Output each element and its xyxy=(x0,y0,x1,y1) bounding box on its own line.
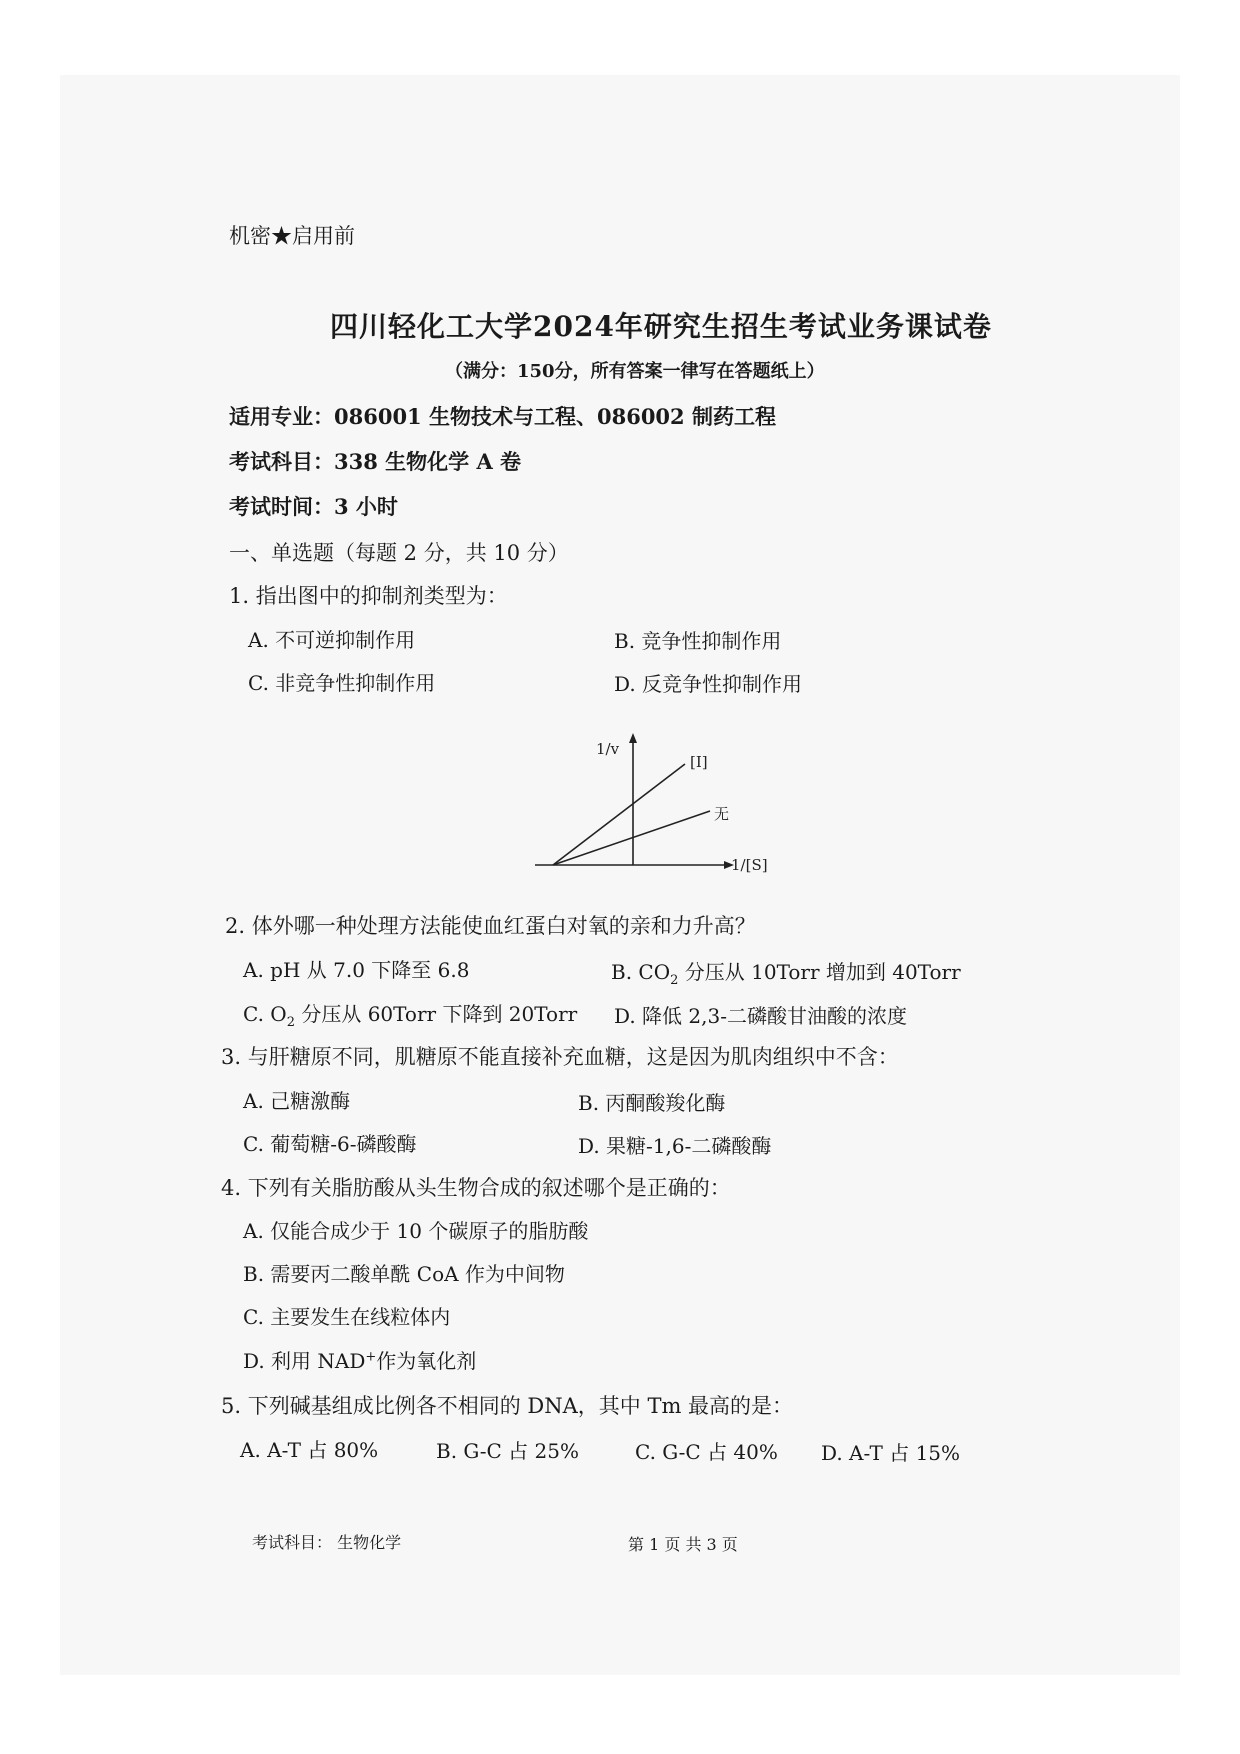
exam-subject: 考试科目：338 生物化学 A 卷 xyxy=(229,449,522,474)
line-inhibitor-label: [I] xyxy=(690,753,708,771)
question-1-option-c: C. 非竞争性抑制作用 xyxy=(248,671,436,695)
question-2-option-b: B. $CO_2$ 分压从 10Torr 增加到 40Torr xyxy=(611,960,961,988)
question-5-stem: 5. 下列碱基组成比例各不相同的 DNA，其中 Tm 最高的是： xyxy=(221,1394,794,1418)
applicable-major: 适用专业：086001 生物技术与工程、086002 制药工程 xyxy=(229,404,776,429)
question-4-stem: 4. 下列有关脂肪酸从头生物合成的叙述哪个是正确的： xyxy=(221,1176,731,1200)
footer-page-number: 第 1 页 共 3 页 xyxy=(628,1535,738,1554)
question-5-option-a: A. A-T 占 80% xyxy=(240,1438,379,1462)
question-5-option-d: D. A-T 占 15% xyxy=(821,1441,961,1465)
exam-time: 考试时间：3 小时 xyxy=(229,494,398,519)
y-axis-label: 1/v xyxy=(596,740,620,758)
question-2-option-a: A. pH 从 7.0 下降至 6.8 xyxy=(243,958,470,982)
question-1-stem: 1. 指出图中的抑制剂类型为： xyxy=(229,584,508,608)
question-4-option-b: B. 需要丙二酸单酰 CoA 作为中间物 xyxy=(243,1262,565,1286)
question-1-option-d: D. 反竞争性抑制作用 xyxy=(614,672,803,696)
lineweaver-burk-figure xyxy=(520,725,780,880)
question-3-option-a: A. 己糖激酶 xyxy=(243,1089,351,1113)
exam-subtitle: （满分：150分，所有答案一律写在答题纸上） xyxy=(445,361,825,382)
section-title: 一、单选题（每题 2 分，共 10 分） xyxy=(229,541,569,565)
question-5-option-c: C. G-C 占 40% xyxy=(635,1440,778,1464)
confidential-mark: 机密★启用前 xyxy=(229,224,355,248)
question-2-stem: 2. 体外哪一种处理方法能使血红蛋白对氧的亲和力升高？ xyxy=(225,914,756,938)
y-axis-arrow xyxy=(629,733,637,743)
footer-subject: 考试科目： 生物化学 xyxy=(252,1533,402,1552)
line-with-inhibitor xyxy=(553,764,685,865)
question-1-option-a: A. 不可逆抑制作用 xyxy=(248,628,416,652)
x-axis-label: 1/[S] xyxy=(731,856,768,874)
question-2-option-c: C. $O_2$ 分压从 60Torr 下降到 20Torr xyxy=(243,1002,578,1030)
question-3-stem: 3. 与肝糖原不同，肌糖原不能直接补充血糖，这是因为肌肉组织中不含： xyxy=(221,1045,899,1069)
exam-title: 四川轻化工大学2024年研究生招生考试业务课试卷 xyxy=(330,310,992,343)
question-3-option-c: C. 葡萄糖-6-磷酸酶 xyxy=(243,1132,417,1156)
question-5-option-b: B. G-C 占 25% xyxy=(436,1439,579,1463)
question-3-option-d: D. 果糖-1,6-二磷酸酶 xyxy=(578,1134,772,1158)
line-no-inhibitor xyxy=(553,811,710,865)
line-none-label: 无 xyxy=(714,805,730,823)
question-4-option-d: D. 利用 NAD+作为氧化剂 xyxy=(243,1349,477,1373)
question-4-option-c: C. 主要发生在线粒体内 xyxy=(243,1305,451,1329)
question-3-option-b: B. 丙酮酸羧化酶 xyxy=(578,1091,726,1115)
question-1-option-b: B. 竞争性抑制作用 xyxy=(614,629,782,653)
question-4-option-a: A. 仅能合成少于 10 个碳原子的脂肪酸 xyxy=(243,1219,589,1243)
question-2-option-d: D. 降低 2,3-二磷酸甘油酸的浓度 xyxy=(614,1004,907,1028)
